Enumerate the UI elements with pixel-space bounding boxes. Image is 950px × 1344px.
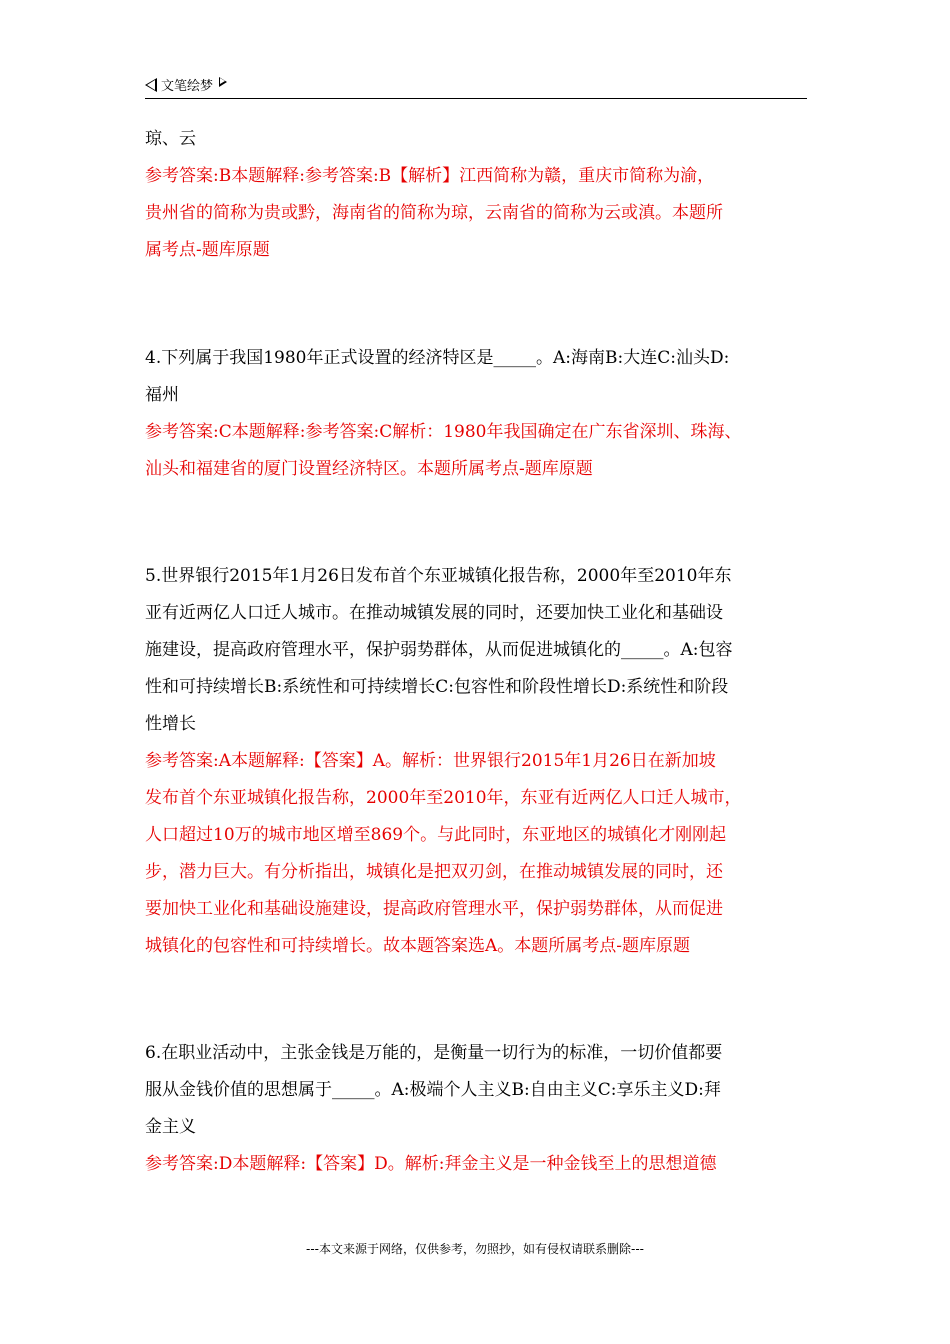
- question-text-line: 4.下列属于我国1980年正式设置的经济特区是_____。A:海南B:大连C:汕头D:: [145, 348, 730, 368]
- brand-name: 文笔绘梦: [161, 79, 214, 94]
- question-5: [145, 558, 810, 743]
- question-text-line: 6.在职业活动中，主张金钱是万能的，是衡量一切行为的标准，一切价值都要: [145, 1043, 723, 1063]
- answer-text-line: 汕头和福建省的厦门设置经济特区。本题所属考点-题库原题: [145, 459, 593, 479]
- question-6-answer: [145, 1146, 810, 1183]
- question-4: [145, 340, 810, 414]
- answer-text-line: 要加快工业化和基础设施建设，提高政府管理水平，保护弱势群体，从而促进: [145, 899, 723, 919]
- question-6: [145, 1035, 810, 1146]
- question-text-line: 亚有近两亿人口迁人城市。在推动城镇发展的同时，还要加快工业化和基础设: [145, 603, 723, 623]
- right-arrow-icon: [219, 77, 227, 87]
- header-brand: [145, 75, 227, 94]
- question-3-tail: [145, 121, 810, 158]
- answer-text-line: 参考答案:C本题解释:参考答案:C解析：1980年我国确定在广东省深圳、珠海、: [145, 422, 742, 442]
- question-text-line: 施建设，提高政府管理水平，保护弱势群体，从而促进城镇化的_____。A:包容: [145, 640, 733, 660]
- question-text-line: 5.世界银行2015年1月26日发布首个东亚城镇化报告称，2000年至2010年东: [145, 566, 732, 586]
- question-text-line: 福州: [145, 385, 179, 405]
- answer-text-line: 人口超过10万的城市地区增至869个。与此同时，东亚地区的城镇化才刚刚起: [145, 825, 727, 845]
- question-text-line: 性增长: [145, 714, 196, 734]
- question-5-answer: [145, 743, 810, 965]
- answer-text-line: 参考答案:B本题解释:参考答案:B【解析】江西简称为赣，重庆市简称为渝，: [145, 166, 715, 186]
- question-text-line: 服从金钱价值的思想属于_____。A:极端个人主义B:自由主义C:享乐主义D:拜: [145, 1080, 721, 1100]
- answer-text-line: 步，潜力巨大。有分析指出，城镇化是把双刃剑，在推动城镇发展的同时，还: [145, 862, 723, 882]
- answer-text-line: 参考答案:D本题解释:【答案】D。解析:拜金主义是一种金钱至上的思想道德: [145, 1154, 717, 1174]
- answer-text-line: 发布首个东亚城镇化报告称，2000年至2010年，东亚有近两亿人口迁人城市，: [145, 788, 742, 808]
- left-arrow-icon: [145, 78, 157, 92]
- document-body: [145, 121, 810, 1183]
- page-footer: ---本文来源于网络，仅供参考，勿照抄，如有侵权请联系删除---: [306, 1242, 644, 1256]
- page-header: [145, 72, 807, 99]
- question-3-answer: [145, 158, 810, 269]
- answer-text-line: 城镇化的包容性和可持续增长。故本题答案选A。本题所属考点-题库原题: [145, 936, 691, 956]
- question-text-line: 琼、云: [145, 129, 196, 149]
- question-text-line: 性和可持续增长B:系统性和可持续增长C:包容性和阶段性增长D:系统性和阶段: [145, 677, 729, 697]
- question-4-answer: [145, 414, 810, 488]
- answer-text-line: 贵州省的简称为贵或黔，海南省的简称为琼，云南省的简称为云或滇。本题所: [145, 203, 723, 223]
- question-text-line: 金主义: [145, 1117, 196, 1137]
- answer-text-line: 参考答案:A本题解释:【答案】A。解析：世界银行2015年1月26日在新加坡: [145, 751, 716, 771]
- answer-text-line: 属考点-题库原题: [145, 240, 270, 260]
